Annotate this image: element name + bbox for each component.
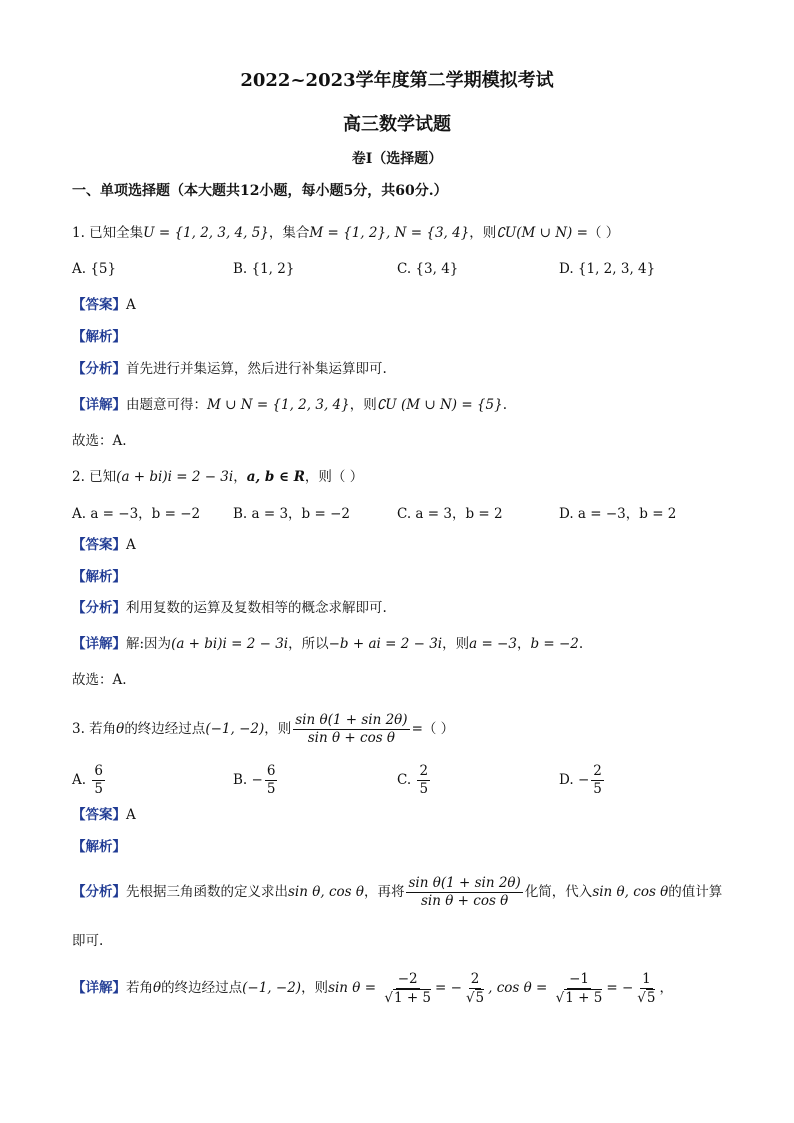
q2-method: 【分析】利用复数的运算及复数相等的概念求解即可. <box>72 600 387 616</box>
q3-method-cont: 即可. <box>72 933 104 949</box>
q2-option-c: C. a = 3，b = 2 <box>397 506 503 522</box>
q3-cos-simplified: $\frac{1}{√5}$ <box>637 970 656 1006</box>
q3-option-d: D. − $\frac{2}{5}$ <box>559 763 602 797</box>
q3-fraction: $\frac{\text{sin θ(1 + sin 2θ)}}{\text{sin θ + cos θ}}$ <box>295 712 408 746</box>
q2-option-b: B. a = 3，b = −2 <box>233 506 350 522</box>
q2-analysis-tag: 【解析】 <box>72 569 126 585</box>
question-3-stem: 3. 若角θ的终边经过点(−1, −2)，则 $\frac{\text{sin θ(1 + sin 2θ)}}{\text{sin θ + cos θ}}$ =（ ） <box>72 712 455 746</box>
q3-method: 【分析】先根据三角函数的定义求出sin θ, cos θ，再将 $\frac{\text{sin θ(1 + sin 2θ)}}{\text{sin θ + cos θ}}$ 化简，代入sin θ, cos θ的值计算 <box>72 875 723 909</box>
method-tag: 【分析】 <box>72 361 126 377</box>
q1-sets: M = {1, 2}, N = {3, 4} <box>309 225 470 241</box>
q1-detail: 【详解】由题意可得：M ∪ N = {1, 2, 3, 4}，则∁U (M ∪ N) = {5}. <box>72 397 507 413</box>
q1-option-b: B. {1, 2} <box>233 261 295 277</box>
q1-method <box>72 360 387 378</box>
q1-answer <box>72 296 136 314</box>
q3-option-a-fraction: $\frac{6}{5}$ <box>94 763 103 797</box>
q1-option-a: A. {5} <box>72 261 117 277</box>
q3-analysis-tag: 【解析】 <box>72 839 126 855</box>
q2-detail: 【详解】解:因为(a + bi)i = 2 − 3i，所以−b + ai = 2 − 3i，则a = −3，b = −2. <box>72 636 584 652</box>
answer-tag: 【答案】 <box>72 297 126 313</box>
q1-answer-value: A <box>126 297 136 313</box>
q1-stem-b: ，集合 <box>268 225 310 241</box>
q1-analysis-tag: 【解析】 <box>72 329 126 345</box>
volume-label: 卷Ⅰ（选择题） <box>351 151 443 167</box>
q1-blank: （ ） <box>587 225 620 241</box>
q1-expression: ∁U(M ∪ N) = <box>496 225 588 241</box>
q3-option-d-fraction: $\frac{2}{5}$ <box>593 763 602 797</box>
q3-detail: 【详解】若角θ的终边经过点(−1, −2)，则sin θ = $\frac{-2}{√1 + 5}$ = − $\frac{2}{√5}$ , cos θ = $\frac{-1}{√1 + 5}$ = − $\frac{1}{√5}$ ， <box>72 970 673 1006</box>
q2-condition: a, b ∈ R <box>246 469 305 485</box>
q1-choice: 故选：A. <box>72 433 127 449</box>
q3-answer: 【答案】A <box>72 807 136 823</box>
question-2-stem: 2. 已知(a + bi)i = 2 − 3i，a, b ∈ R，则（ ） <box>72 469 364 485</box>
q3-option-c-fraction: $\frac{2}{5}$ <box>419 763 429 797</box>
q1-method-text: 首先进行并集运算，然后进行补集运算即可. <box>126 361 387 377</box>
exam-title: 2022~2023学年度第二学期模拟考试 <box>240 70 554 91</box>
q2-option-d: D. a = −3，b = 2 <box>559 506 677 522</box>
q3-method-fraction: $\frac{\text{sin θ(1 + sin 2θ)}}{\text{sin θ + cos θ}}$ <box>408 875 521 909</box>
q3-option-c: C. $\frac{2}{5}$ <box>397 763 429 797</box>
section-title: 一、单项选择题（本大题共12小题，每小题5分，共60分.） <box>72 183 448 199</box>
exam-subtitle: 高三数学试题 <box>343 114 451 135</box>
q2-equation: (a + bi)i = 2 − 3i <box>116 469 234 485</box>
q1-universal-set: U = {1, 2, 3, 4, 5} <box>143 225 269 241</box>
q1-stem-c: ，则 <box>469 225 497 241</box>
q1-option-d: D. {1, 2, 3, 4} <box>559 261 656 277</box>
q2-option-a: A. a = −3，b = −2 <box>72 506 201 522</box>
q3-option-b: B. − $\frac{6}{5}$ <box>233 763 276 797</box>
q3-sin-fraction: $\frac{-2}{√1 + 5}$ <box>384 970 432 1006</box>
question-1-stem <box>72 224 619 242</box>
q3-option-b-fraction: $\frac{6}{5}$ <box>266 763 276 797</box>
q3-cos-fraction: $\frac{-1}{√1 + 5}$ <box>555 970 603 1006</box>
q2-choice: 故选：A. <box>72 672 127 688</box>
q1-stem-a: 1. 已知全集 <box>72 225 144 241</box>
q3-option-a: A. $\frac{6}{5}$ <box>72 763 103 797</box>
q2-answer: 【答案】A <box>72 537 136 553</box>
q1-option-c: C. {3, 4} <box>397 261 459 277</box>
q3-sin-simplified: $\frac{2}{√5}$ <box>465 970 485 1006</box>
detail-tag: 【详解】 <box>72 397 126 413</box>
